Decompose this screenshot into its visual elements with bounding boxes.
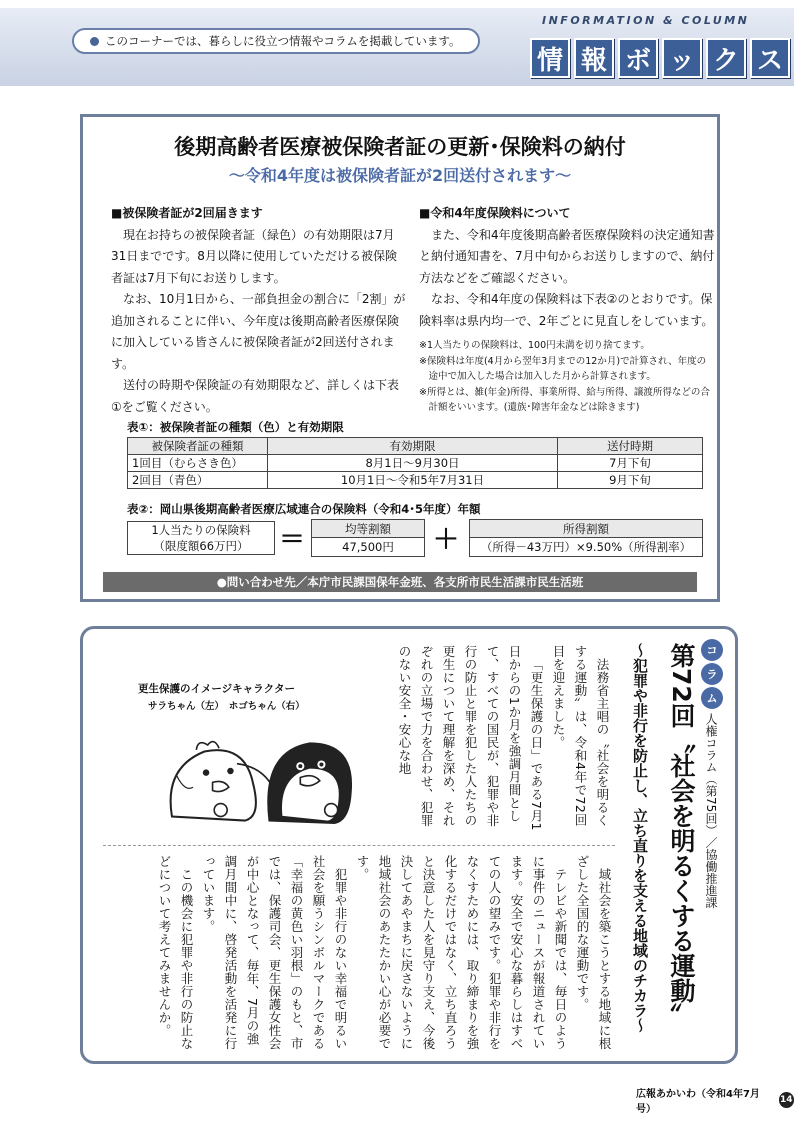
- bullet-icon: [90, 37, 99, 46]
- title-char: ス: [750, 38, 790, 78]
- column-upper-text: [383, 645, 613, 831]
- header-title: [530, 38, 790, 78]
- character-names: サラちゃん（左） ホゴちゃん（右）: [148, 701, 305, 712]
- hogo-chan-figure: [268, 743, 351, 823]
- table-row: [128, 455, 703, 472]
- article-subtitle: ～令和4年度は被保険者証が2回送付されます～: [228, 166, 572, 185]
- tag-char: コ: [701, 639, 723, 661]
- table-cell: 7月下旬: [558, 455, 703, 472]
- column-lower-text: [123, 855, 615, 1055]
- table-cell: 1回目（むらさき色）: [128, 455, 268, 472]
- paragraph: 犯罪や非行のない幸福で明るい社会を願うシンボルマークである「幸福の黄色い羽根」のもと、市では、保護司会、更生保護女性会が中心となって、毎年、7月の強調月間中に、啓発活動を活発に行っています。: [201, 855, 348, 1050]
- table-header: 被保険者証の種類: [128, 438, 268, 455]
- title-char: ッ: [662, 38, 702, 78]
- section-heading: ■被保険者証が2回届きます: [111, 206, 263, 220]
- title-char: 情: [530, 38, 570, 78]
- table-cell: 10月1日～令和5年7月31日: [268, 472, 558, 489]
- paragraph: 送付の時期や保険証の有効期限など、詳しくは下表①をご覧ください。: [111, 378, 400, 414]
- table1: [127, 437, 703, 489]
- page-number: 14: [779, 1092, 794, 1108]
- table-header: 送付時期: [558, 438, 703, 455]
- paragraph: なお、令和4年度の保険料は下表②のとおりです。保険料率は県内均一で、2年ごとに見直しをしています。: [419, 292, 714, 328]
- note: ※所得とは、雑(年金)所得、事業所得、給与所得、譲渡所得などの合計額をいいます。(遺族･障害年金などは除きます): [419, 386, 710, 413]
- paragraph: 現在お持ちの被保険者証（緑色）の有効期限は7月31日までです。8月以降に使用していただける被保険者証は7月下旬にお送りします。: [111, 227, 397, 285]
- character-caption-title: 更生保護のイメージキャラクター: [138, 683, 295, 695]
- table-cell: 8月1日～9月30日: [268, 455, 558, 472]
- flat-rate-box: [311, 519, 425, 557]
- income-rate-box: [469, 519, 703, 557]
- paragraph: 法務省主唱の〝社会を明るくする運動〟は、令和4年で72回目を迎えました。: [551, 645, 610, 827]
- column-title: 第72回〝社会を明るくする運動〟: [667, 643, 696, 1028]
- income-rate-head: 所得割額: [470, 520, 702, 538]
- note: ※保険料は年度(4月から翌年3月までの12か月)で計算され、年度の途中で加入した場合は加入した月から計算されます。: [419, 355, 707, 382]
- contact-bar: ●問い合わせ先／本庁市民課国保年金班、各支所市民生活課市民生活班: [103, 572, 697, 592]
- header-intro-text: このコーナーでは、暮らしに役立つ情報やコラムを掲載しています。: [105, 34, 461, 48]
- paragraph: また、令和4年度後期高齢者医療保険料の決定通知書と納付通知書を、7月中旬からお送りしますので、納付方法などをご確認ください。: [419, 227, 715, 285]
- section-heading: ■令和4年度保険料について: [419, 206, 571, 220]
- paragraph: テレビや新聞では、毎日のように事件のニュースが報道されています。安全で安心な暮らしはすべての人の望みです。犯罪や非行をなくすためには、取り締まりを強化するだけではなく、立ち直ろうと決意した人を見守り支え、今後決してあやまちに戻さないように地域社会のあたたかい心が必要です。: [355, 855, 568, 1050]
- paragraph: なお、10月1日から、一部負担金の割合に「2割」が追加されることに伴い、今年度は後期高齢者医療保険に加入している皆さんに被保険者証が2回送付されます。: [111, 292, 406, 371]
- notes: [419, 338, 715, 416]
- mascot-illustration: [123, 719, 385, 849]
- premium-label-box: [127, 521, 275, 555]
- table1-caption: 表①：被保険者証の種類（色）と有効期限: [127, 420, 344, 434]
- footer: [636, 1085, 794, 1115]
- column-series: 人権コラム（第75回）／協働推進課: [704, 713, 718, 909]
- table-header: 有効期限: [268, 438, 558, 455]
- left-column: [111, 203, 407, 418]
- title-char: 報: [574, 38, 614, 78]
- title-char: ボ: [618, 38, 658, 78]
- paragraph: 域社会を築こうとする地域に根ざした全国的な運動です。: [575, 855, 612, 1050]
- column-subtitle: ～犯罪や非行を防止し、立ち直りを支える地域のチカラ～: [631, 643, 649, 1033]
- table-row: [128, 472, 703, 489]
- tag-char: ム: [701, 687, 723, 709]
- paragraph: この機会に犯罪や非行の防止などについて考えてみませんか。: [157, 855, 194, 1050]
- flat-rate-head: 均等割額: [312, 520, 424, 538]
- article-title: 後期高齢者医療被保険者証の更新･保険料の納付: [174, 135, 626, 159]
- plus-sign: ＋: [433, 525, 460, 555]
- sara-chan-figure: [171, 742, 278, 821]
- premium-label: 1人当たりの保険料: [151, 523, 251, 537]
- right-column: [419, 203, 715, 416]
- title-char: ク: [706, 38, 746, 78]
- table-cell: 2回目（青色）: [128, 472, 268, 489]
- paragraph: 「更生保護の日」である7月1日からの1か月を強調月間として、すべての国民が、犯罪や非行の防止と罪を犯した人たちの更生について理解を深め、それぞれの立場で力を合わせ、犯罪のない安全・安心な地: [397, 645, 544, 831]
- flat-rate-value: 47,500円: [342, 540, 394, 554]
- table-header-row: [128, 438, 703, 455]
- column-tag: [701, 639, 727, 709]
- table2-caption: 表②：岡山県後期高齢者医療広域連合の保険料（令和4･5年度）年額: [127, 502, 481, 516]
- info-article: [80, 114, 720, 602]
- income-rate-value: （所得－43万円）×9.50%（所得割率）: [480, 540, 692, 554]
- tag-char: ラ: [701, 663, 723, 685]
- equals-sign: ＝: [279, 525, 306, 555]
- premium-limit: （限度額66万円）: [153, 539, 249, 553]
- header-intro: [72, 28, 480, 54]
- table-cell: 9月下旬: [558, 472, 703, 489]
- column-article: [80, 626, 738, 1064]
- publication-name: 広報あかいわ（令和4年7月号）: [636, 1089, 760, 1115]
- character-caption: [138, 681, 305, 715]
- note: ※1人当たりの保険料は、100円未満を切り捨てます。: [419, 340, 650, 351]
- header-en-label: INFORMATION & COLUMN: [542, 14, 750, 27]
